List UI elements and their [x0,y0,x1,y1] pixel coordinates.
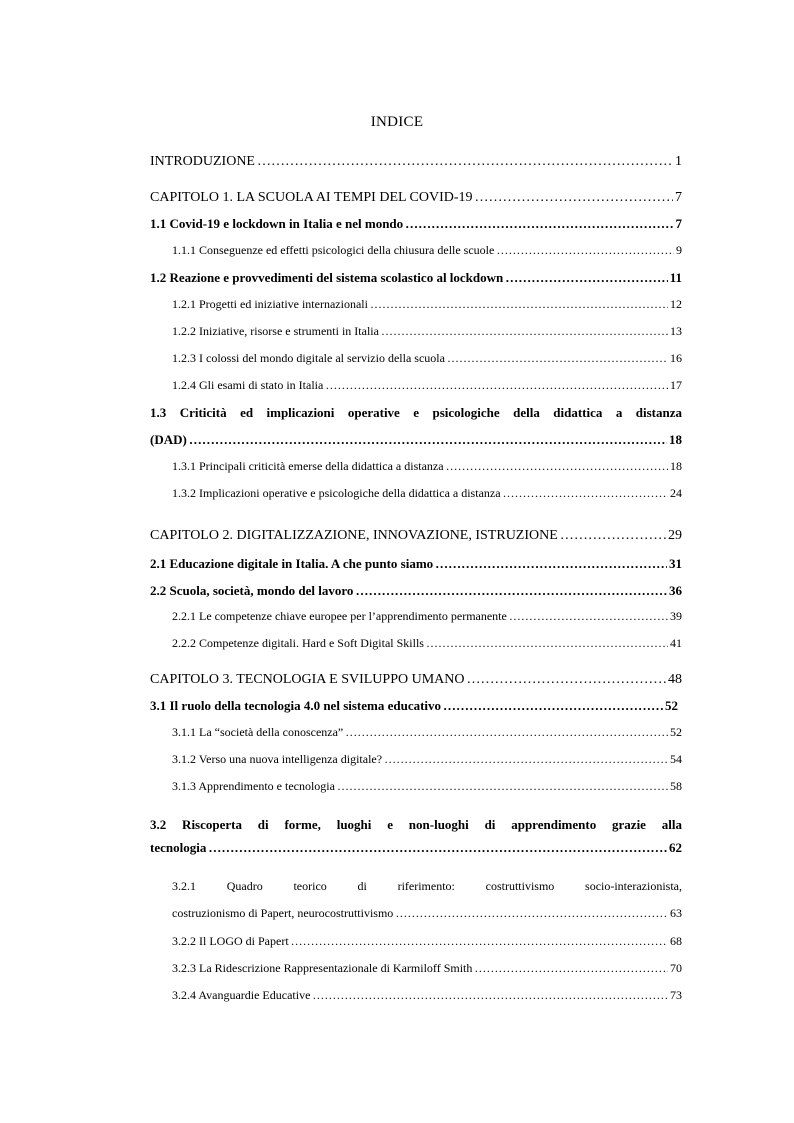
toc-entry-label: INTRODUZIONE [150,154,255,169]
toc-entry-page: 13 [670,324,682,338]
toc-entry-page: 73 [670,988,682,1002]
leader-dots [291,934,668,949]
toc-entry-label: 3.1.1 La “società della conoscenza” [172,725,344,739]
toc-entry-page: 63 [670,906,682,920]
leader-dots [355,583,667,599]
toc-entry-page: 41 [670,636,682,650]
toc-entry-label: 3.1.3 Apprendimento e tecnologia [172,779,335,793]
toc-entry-2-2-1[interactable] [172,609,682,624]
toc-entry-capitolo-3[interactable] [150,672,682,688]
toc-entry-label: 1.3.2 Implicazioni operative e psicologiche della didattica a distanza [172,486,501,500]
toc-entry-page: 29 [668,528,682,543]
toc-entry-2-1[interactable] [150,556,682,572]
toc-entry-label-line2: tecnologia [150,840,207,855]
leader-dots [474,961,668,976]
toc-entry-3-1-3[interactable] [172,779,682,794]
toc-entry-label-line2: (DAD) [150,432,187,447]
toc-entry-1-2[interactable] [150,270,682,286]
toc-entry-line2 [150,836,682,859]
toc-entry-capitolo-2[interactable] [150,528,682,544]
toc-entry-label-line1: 3.2 Riscoperta di forme, luoghi e non-luoghi di apprendimento grazie alla [150,817,682,832]
toc-entry-label: CAPITOLO 1. LA SCUOLA AI TEMPI DEL COVID-19 [150,190,473,205]
toc-entry-1-2-2[interactable] [172,324,682,339]
toc-entry-3-2-3[interactable] [172,961,682,976]
toc-entry-page: 70 [670,961,682,975]
toc-entry-label: 3.1 Il ruolo della tecnologia 4.0 nel sistema educativo [150,698,442,713]
leader-dots [467,672,667,688]
toc-entry-line2 [172,900,682,927]
toc-entry-page: 68 [670,934,682,948]
toc-entry-label: CAPITOLO 3. TECNOLOGIA E SVILUPPO UMANO [150,672,465,687]
toc-entry-capitolo-1[interactable] [150,190,682,206]
leader-dots [443,698,663,714]
leader-dots [509,609,668,624]
toc-entry-3-1[interactable] [150,698,678,714]
toc-entry-page: 48 [668,672,682,687]
toc-entry-page: 1 [675,154,682,169]
toc-entry-page: 12 [670,297,682,311]
toc-entry-page: 17 [670,378,682,392]
toc-entry-3-2-4[interactable] [172,988,682,1003]
leader-dots [435,556,667,572]
toc-entry-label: 3.2.2 Il LOGO di Papert [172,934,289,948]
toc-entry-3-1-1[interactable] [172,725,682,740]
toc-entry-label-line1: 1.3 Criticità ed implicazioni operative e psicologiche della didattica a distanza [150,405,682,420]
leader-dots [208,836,667,859]
toc-entry-1-2-4[interactable] [172,378,682,393]
leader-dots [325,378,668,393]
toc-entry-1-1-1[interactable] [172,243,682,258]
toc-entry-2-2[interactable] [150,583,682,599]
leader-dots [381,324,668,339]
toc-entry-page: 52 [665,698,678,713]
toc-entry-1-2-1[interactable] [172,297,682,312]
toc-entry-label: 1.2 Reazione e provvedimenti del sistema scolastico al lockdown [150,270,504,285]
toc-entry-page: 24 [670,486,682,500]
leader-dots [560,528,666,544]
leader-dots [189,426,667,453]
toc-entry-label-line2: costruzionismo di Papert, neurocostruttivismo [172,906,394,920]
toc-entry-1-3-1[interactable] [172,459,682,474]
page-title: INDICE [370,114,424,130]
toc-entry-label: 2.2.2 Competenze digitali. Hard e Soft Digital Skills [172,636,424,650]
toc-entry-page: 39 [670,609,682,623]
toc-entry-label: 2.1 Educazione digitale in Italia. A che punto siamo [150,556,434,571]
leader-dots [505,270,667,286]
toc-entry-1-3[interactable] [150,399,682,453]
leader-dots [370,297,668,312]
leader-dots [395,900,668,927]
toc-entry-3-2-1[interactable] [172,873,682,927]
toc-entry-label: 1.2.3 I colossi del mondo digitale al servizio della scuola [172,351,445,365]
toc-entry-label: 1.2.2 Iniziative, risorse e strumenti in Italia [172,324,379,338]
leader-dots [447,351,668,366]
leader-dots [337,779,668,794]
toc-entry-label: 1.2.4 Gli esami di stato in Italia [172,378,324,392]
leader-dots [312,988,668,1003]
leader-dots [345,725,668,740]
toc-entry-page: 9 [676,243,682,257]
toc-entry-page: 16 [670,351,682,365]
toc-entry-3-1-2[interactable] [172,752,682,767]
leader-dots [384,752,668,767]
toc-entry-page: 52 [670,725,682,739]
toc-entry-label: 1.1.1 Conseguenze ed effetti psicologici della chiusura delle scuole [172,243,495,257]
toc-entry-3-2-2[interactable] [172,934,682,949]
toc-entry-page: 11 [669,270,682,285]
toc-entry-page: 18 [670,459,682,473]
toc-entry-page: 7 [675,216,682,231]
toc-entry-page: 36 [669,583,682,598]
toc-entry-page: 58 [670,779,682,793]
toc-entry-introduzione[interactable] [150,154,682,170]
leader-dots [426,636,668,651]
toc-entry-label: CAPITOLO 2. DIGITALIZZAZIONE, INNOVAZIONE, ISTRUZIONE [150,528,558,543]
leader-dots [475,190,673,206]
leader-dots [257,154,673,170]
toc-entry-label: 3.2.4 Avanguardie Educative [172,988,311,1002]
toc-entry-label: 1.1 Covid-19 e lockdown in Italia e nel mondo [150,216,404,231]
leader-dots [503,486,668,501]
toc-entry-page: 18 [669,432,682,447]
toc-entry-3-2[interactable] [150,813,682,859]
leader-dots [405,216,673,232]
toc-entry-2-2-2[interactable] [172,636,682,651]
toc-entry-page: 62 [669,840,682,855]
toc-entry-1-3-2[interactable] [172,486,682,501]
toc-entry-label: 3.2.3 La Ridescrizione Rappresentazionale di Karmiloff Smith [172,961,473,975]
toc-entry-line2 [150,426,682,453]
toc-entry-label-line1: 3.2.1 Quadro teorico di riferimento: costruttivismo socio-interazionista, [172,879,682,893]
toc-entry-label: 1.2.1 Progetti ed iniziative internazionali [172,297,368,311]
toc-entry-1-1[interactable] [150,216,682,232]
leader-dots [446,459,668,474]
toc-entry-label: 2.2 Scuola, società, mondo del lavoro [150,583,354,598]
toc-entry-label: 1.3.1 Principali criticità emerse della didattica a distanza [172,459,444,473]
toc-entry-page: 54 [670,752,682,766]
toc-entry-label: 3.1.2 Verso una nuova intelligenza digitale? [172,752,383,766]
toc-entry-label: 2.2.1 Le competenze chiave europee per l’apprendimento permanente [172,609,507,623]
toc-entry-page: 7 [675,190,682,205]
toc-entry-1-2-3[interactable] [172,351,682,366]
toc-entry-page: 31 [669,556,682,571]
leader-dots [496,243,674,258]
